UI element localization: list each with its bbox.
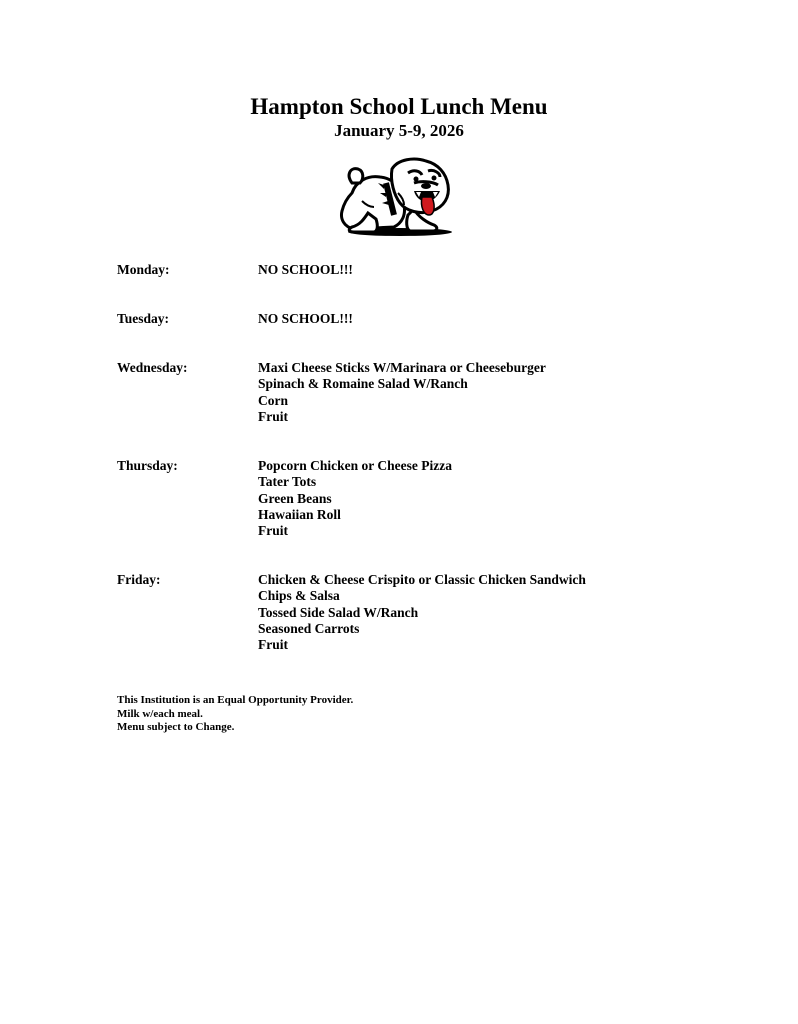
menu-item: NO SCHOOL!!! xyxy=(258,311,353,326)
menu-item: Popcorn Chicken or Cheese Pizza xyxy=(258,458,452,473)
day-label: Monday: xyxy=(117,262,170,277)
milk-note: Milk w/each meal. xyxy=(117,707,203,720)
menu-change-note: Menu subject to Change. xyxy=(117,721,235,733)
day-label: Tuesday: xyxy=(117,311,170,326)
menu-item: Seasoned Carrots xyxy=(258,620,360,636)
menu-item: Corn xyxy=(258,392,288,408)
menu-item: Chicken & Cheese Crispito or Classic Chicken Sandwich xyxy=(258,572,586,587)
menu-item: Fruit xyxy=(258,523,288,539)
day-items xyxy=(258,360,738,425)
day-items xyxy=(258,572,738,653)
page-title: Hampton School Lunch Menu xyxy=(250,94,548,119)
menu-item: Green Beans xyxy=(258,490,332,506)
day-label: Wednesday: xyxy=(117,360,188,375)
menu-item: Maxi Cheese Sticks W/Marinara or Cheeseburger xyxy=(258,360,546,375)
bulldog-mascot-icon xyxy=(334,153,462,237)
menu-date-range: January 5-9, 2026 xyxy=(334,121,464,140)
day-label: Thursday: xyxy=(117,458,178,473)
day-items xyxy=(258,311,738,327)
equal-opportunity-note: This Institution is an Equal Opportunity Provider. xyxy=(117,694,354,706)
menu-item: Fruit xyxy=(258,408,288,424)
menu-item: Tossed Side Salad W/Ranch xyxy=(258,604,419,620)
menu-item: Spinach & Romaine Salad W/Ranch xyxy=(258,376,468,392)
day-label: Friday: xyxy=(117,572,161,587)
menu-item: Chips & Salsa xyxy=(258,588,340,604)
menu-item: Tater Tots xyxy=(258,474,317,490)
menu-item: NO SCHOOL!!! xyxy=(258,262,353,277)
footer-notes xyxy=(117,694,353,735)
day-items xyxy=(258,262,738,278)
menu-item: Fruit xyxy=(258,637,288,653)
day-items xyxy=(258,458,738,539)
menu-item: Hawaiian Roll xyxy=(258,506,341,522)
